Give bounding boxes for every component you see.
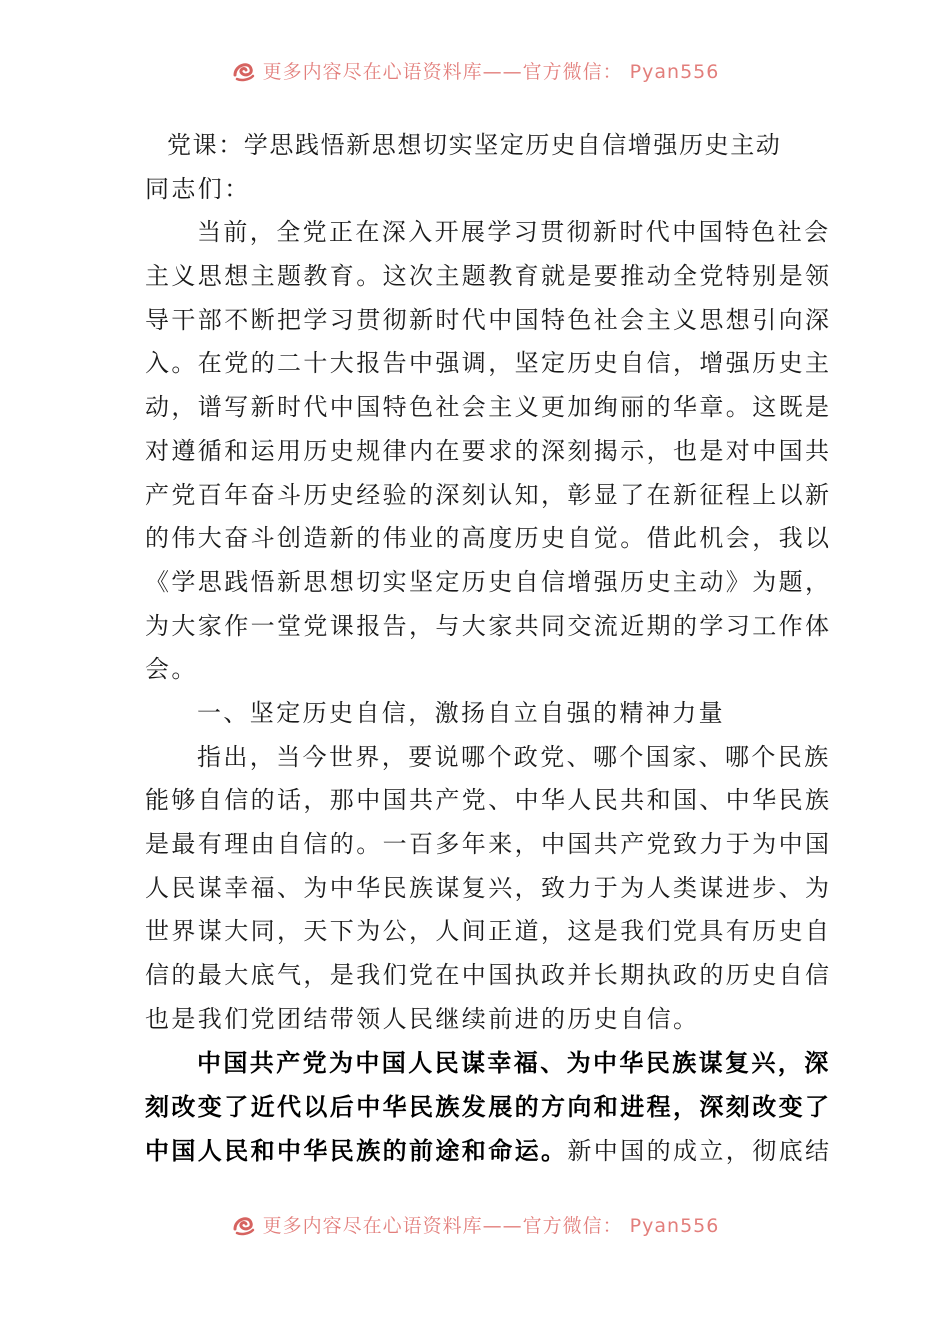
paragraph-line: 主义思想主题教育。这次主题教育就是要推动全党特别是领 [145,262,832,291]
document-title: 党课：学思践悟新思想切实坚定历史自信增强历史主动 [167,131,782,159]
paragraph-line: 能够自信的话，那中国共产党、中华人民共和国、中华民族 [145,786,832,815]
paragraph-line: 会。 [145,655,198,684]
paragraph-line-mixed [145,1129,832,1173]
emphasis-text: 中国人民和中华民族的前途和命运。 [145,1135,568,1165]
paragraph-line: 入。在党的二十大报告中强调，坚定历史自信，增强历史主 [145,349,832,378]
watermark-text: 更多内容尽在心语资料库——官方微信： Pyan556 [262,60,720,83]
paragraph-line-bold: 中国共产党为中国人民谋幸福、为中华民族谋复兴，深 [197,1048,831,1078]
section-heading: 一、坚定历史自信，激扬自立自强的精神力量 [197,698,725,727]
watermark-footer [0,1204,950,1244]
paragraph-line: 为大家作一堂党课报告，与大家共同交流近期的学习工作体 [145,611,832,640]
paragraph-confidence [145,736,832,1042]
paragraph-line: 的伟大奋斗创造新的伟业的高度历史自觉。借此机会，我以 [145,524,832,553]
paragraph-line: 信的最大底气，是我们党在中国执政并长期执政的历史自信 [145,961,832,990]
paragraph-emphasis [145,1041,832,1172]
paragraph-line: 产党百年奋斗历史经验的深刻认知，彰显了在新征程上以新 [145,480,832,509]
swirl-logo-icon [231,1211,257,1237]
watermark-header [0,50,950,90]
normal-text: 新中国的成立，彻底结 [567,1136,832,1165]
salutation: 同志们： [145,174,251,203]
paragraph-line: 对遵循和运用历史规律内在要求的深刻揭示，也是对中国共 [145,436,832,465]
paragraph-line: 动，谱写新时代中国特色社会主义更加绚丽的华章。这既是 [145,393,832,422]
paragraph-line: 也是我们党团结带领人民继续前进的历史自信。 [145,1004,700,1033]
paragraph-line: 导干部不断把学习贯彻新时代中国特色社会主义思想引向深 [145,305,832,334]
swirl-logo-icon [231,57,257,83]
paragraph-line: 是最有理由自信的。一百多年来，中国共产党致力于为中国 [145,830,832,858]
paragraph-intro [145,211,832,692]
watermark-text: 更多内容尽在心语资料库——官方微信： Pyan556 [262,1214,720,1237]
paragraph-line: 指出，当今世界，要说哪个政党、哪个国家、哪个民族 [197,742,831,771]
paragraph-line: 世界谋大同，天下为公，人间正道，这是我们党具有历史自 [145,917,832,946]
document-body [145,124,832,1173]
paragraph-line: 人民谋幸福、为中华民族谋复兴，致力于为人类谋进步、为 [145,873,832,902]
paragraph-line: 《学思践悟新思想切实坚定历史自信增强历史主动》为题， [145,567,832,596]
paragraph-line: 当前，全党正在深入开展学习贯彻新时代中国特色社会 [197,218,831,247]
paragraph-line-bold: 刻改变了近代以后中华民族发展的方向和进程，深刻改变了 [145,1092,832,1122]
